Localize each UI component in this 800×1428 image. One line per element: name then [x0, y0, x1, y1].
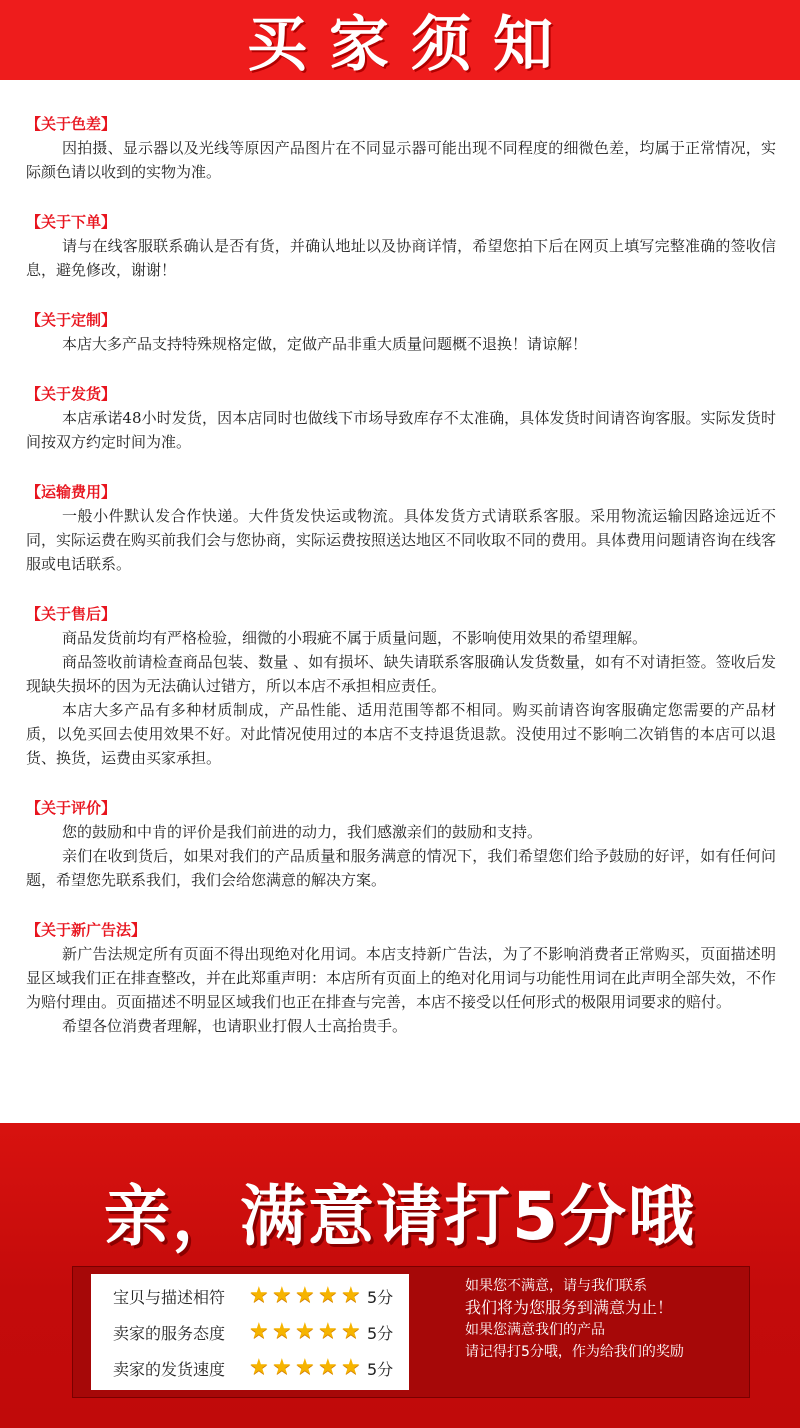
rating-panel: [72, 1266, 750, 1398]
star-rating: [249, 1357, 367, 1379]
section-freight: [26, 480, 776, 576]
section-title: 【关于售后】: [26, 605, 117, 623]
rating-score: 5分: [367, 1323, 394, 1343]
section-paragraph: 因拍摄、显示器以及光线等原因产品图片在不同显示器可能出现不同程度的细微色差，均属于正常情况，实际颜色请以收到的实物为准。: [26, 139, 776, 181]
section-title: 【关于发货】: [26, 385, 117, 403]
section-advertising-law: [26, 918, 776, 1038]
rating-row-description: [91, 1280, 409, 1312]
section-ordering: [26, 210, 776, 282]
rating-row-service: [91, 1316, 409, 1348]
section-title: 【关于定制】: [26, 311, 117, 329]
rating-score: 5分: [367, 1287, 394, 1307]
section-shipping: [26, 382, 776, 454]
section-paragraph: 本店大多产品支持特殊规格定做，定做产品非重大质量问题概不退换！请谅解！: [62, 335, 588, 353]
section-reviews: [26, 796, 776, 892]
note-line: 请记得打5分哦，作为给我们的奖励: [465, 1344, 684, 1360]
star-icon: ★: [318, 1355, 338, 1380]
note-line: 我们将为您服务到满意为止！: [465, 1298, 674, 1317]
star-icon: ★: [341, 1355, 361, 1380]
star-icon: ★: [249, 1283, 269, 1308]
rating-headline: 亲，满意请打5分哦: [104, 1178, 696, 1255]
star-rating: [249, 1321, 367, 1343]
rating-list: [91, 1274, 409, 1390]
section-paragraph: 一般小件默认发合作快递。大件货发快运或物流。具体发货方式请联系客服。采用物流运输因路途远近不同，实际运费在购买前我们会与您协商，实际运费按照送达地区不同收取不同的费用。具体费用问题请咨询在线客服或电话联系。: [26, 507, 777, 573]
note-line: 如果您满意我们的产品: [465, 1322, 605, 1338]
section-title: 【运输费用】: [26, 483, 117, 501]
section-paragraph: 新广告法规定所有页面不得出现绝对化用词。本店支持新广告法，为了不影响消费者正常购买，页面描述明显区域我们正在排查整改，并在此郑重声明：本店所有页面上的绝对化用词与功能性用词在此声明全部失效，不作为赔付理由。页面描述不明显区域我们也正在排查与完善，本店不接受以任何形式的极限用词要求的赔付。: [26, 945, 777, 1011]
section-paragraph: 本店承诺48小时发货，因本店同时也做线下市场导致库存不太准确，具体发货时间请咨询客服。实际发货时间按双方约定时间为准。: [26, 409, 776, 451]
notice-content: [26, 112, 776, 1064]
rating-label: 卖家的发货速度: [113, 1359, 226, 1379]
section-color-difference: [26, 112, 776, 184]
section-paragraph: 希望各位消费者理解，也请职业打假人士高抬贵手。: [62, 1017, 408, 1035]
page-title: 买家须知: [247, 10, 575, 80]
section-paragraph: 商品签收前请检查商品包装、数量 、如有损坏、缺失请联系客服确认发货数量，如有不对请拒签。签收后发现缺失损坏的因为无法确认过错方，所以本店不承担相应责任。: [26, 653, 776, 695]
star-icon: ★: [318, 1319, 338, 1344]
section-paragraph: 商品发货前均有严格检验，细微的小瑕疵不属于质量问题，不影响使用效果的希望理解。: [62, 629, 648, 647]
star-icon: ★: [295, 1319, 315, 1344]
section-paragraph: 您的鼓励和中肯的评价是我们前进的动力，我们感激亲们的鼓励和支持。: [62, 823, 543, 841]
section-paragraph: 请与在线客服联系确认是否有货，并确认地址以及协商详情，希望您拍下后在网页上填写完整准确的签收信息，避免修改，谢谢！: [26, 237, 776, 279]
star-icon: ★: [249, 1319, 269, 1344]
rating-row-shipping: [91, 1352, 409, 1384]
rating-banner: [0, 1123, 800, 1428]
header-banner: [0, 0, 800, 80]
star-icon: ★: [272, 1355, 292, 1380]
star-icon: ★: [272, 1283, 292, 1308]
section-title: 【关于评价】: [26, 799, 117, 817]
star-icon: ★: [249, 1355, 269, 1380]
section-customization: [26, 308, 776, 356]
section-after-sales: [26, 602, 776, 770]
star-icon: ★: [341, 1319, 361, 1344]
section-title: 【关于色差】: [26, 115, 117, 133]
section-title: 【关于新广告法】: [26, 921, 147, 939]
star-icon: ★: [318, 1283, 338, 1308]
section-title: 【关于下单】: [26, 213, 117, 231]
rating-label: 宝贝与描述相符: [113, 1287, 226, 1307]
note-line: 如果您不满意，请与我们联系: [465, 1278, 647, 1294]
rating-score: 5分: [367, 1359, 394, 1379]
star-icon: ★: [295, 1355, 315, 1380]
section-paragraph: 亲们在收到货后，如果对我们的产品质量和服务满意的情况下，我们希望您们给予鼓励的好评，如有任何问题，希望您先联系我们，我们会给您满意的解决方案。: [26, 847, 776, 889]
star-icon: ★: [341, 1283, 361, 1308]
star-icon: ★: [295, 1283, 315, 1308]
rating-note: [465, 1275, 745, 1363]
star-icon: ★: [272, 1319, 292, 1344]
section-paragraph: 本店大多产品有多种材质制成，产品性能、适用范围等都不相同。购买前请咨询客服确定您需要的产品材质，以免买回去使用效果不好。对此情况使用过的本店不支持退货退款。没使用过不影响二次销售的本店可以退货、换货，运费由买家承担。: [26, 701, 776, 767]
star-rating: [249, 1285, 367, 1307]
rating-label: 卖家的服务态度: [113, 1323, 226, 1343]
